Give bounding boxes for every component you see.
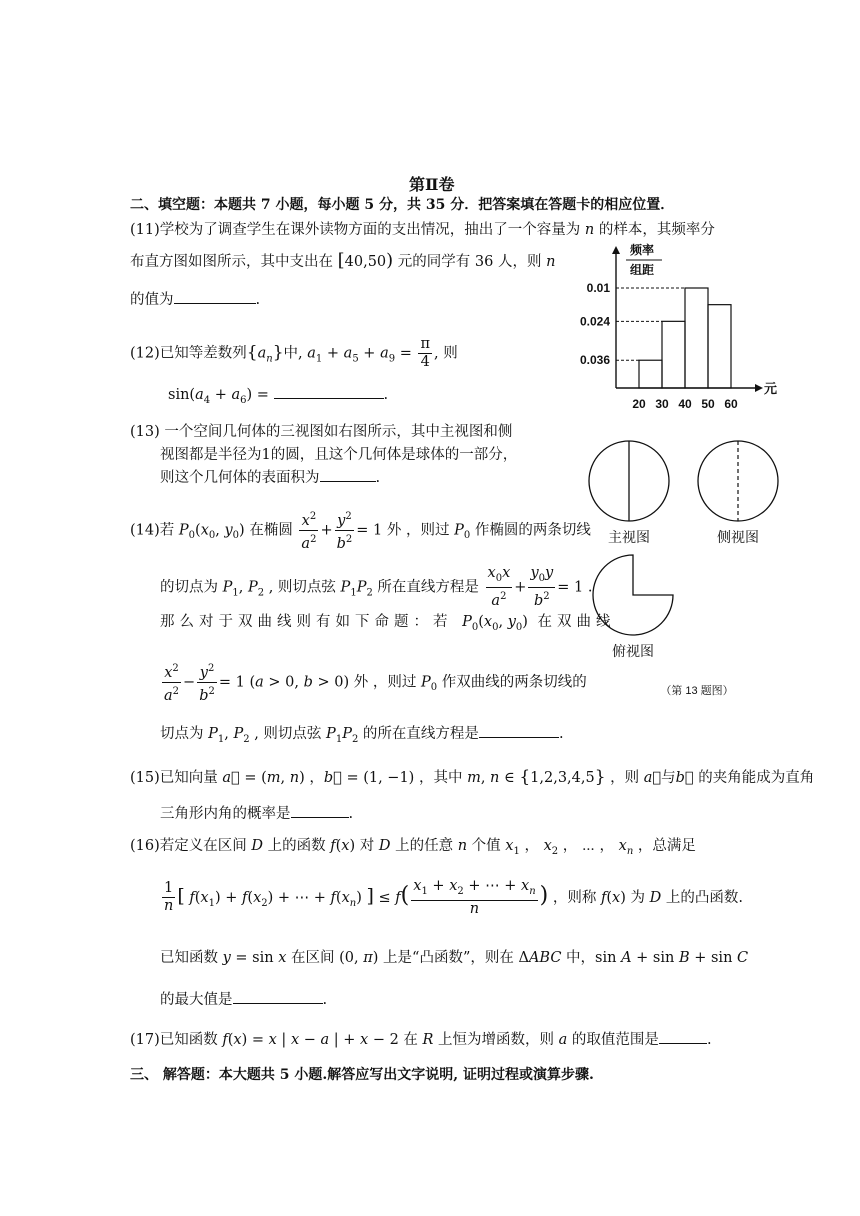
x-tick-label: 30 — [655, 397, 669, 411]
front-view-label: 主视图 — [608, 529, 650, 545]
y-axis-label-bottom: 组距 — [630, 263, 655, 277]
x-tick-label: 60 — [724, 397, 738, 411]
q14-line5: 切点为 $P_1$, $P_2$ , 则切点弦 $P_1P_2$ 的所在直线方程是 . — [160, 722, 564, 745]
three-view-figure — [585, 432, 785, 707]
y-axis-label-top: 频率 — [630, 243, 655, 257]
q16-line1: (16)若定义在区间 D 上的函数 f(x) 对 D 上的任意 n 个值 $x_1$ ， $x_2$ ， ⋯ ， $x_n$ ，总满足 — [130, 838, 696, 857]
y-tick-label: 0.036 — [579, 353, 610, 368]
q11-line3: 的值为 . — [130, 288, 260, 309]
figure-caption: （第 13 题图） — [660, 685, 734, 697]
q14-line3: 那么对于双曲线则有如下命题：若 $P_0(x_0$, $y_0$) 在双曲线 — [160, 614, 616, 633]
side-view-circle — [698, 441, 778, 521]
q14-line2: 的切点为 $P_1$, $P_2$ , 则切点弦 $P_1P_2$ 所在直线方程是 $\frac{x_0x}{a^2}$ + $\frac{y_0y}{b^2}$ = 1 . — [160, 565, 593, 609]
y-tick-label: 0.024 — [579, 314, 610, 329]
x-tick-label: 20 — [632, 397, 646, 411]
q12-line2: $\sin(a_4 + a_6)$ = . — [168, 384, 388, 406]
histogram-bar — [708, 305, 731, 388]
top-view-shape — [593, 555, 673, 635]
y-tick-label: 0.01 — [586, 281, 610, 295]
top-view-label: 俯视图 — [612, 643, 654, 659]
q16-line3: 已知函数 y = sin x 在区间 (0, π) 上是“凸函数”，则在 ΔABC 中，sin A + sin B + sin C — [160, 950, 749, 966]
histogram-bar — [639, 360, 662, 388]
q13-line3: 则这个几何体的表面积为 . — [160, 466, 380, 487]
frequency-histogram — [570, 240, 778, 415]
q16-line2: $\frac{1}{n}$ [ $f(x_1) + f(x_2)$ + ⋯ + $f(x_n)$ ] ≤ f( $\frac{x_1 + x_2 + \cdots + x_n}{n}$ ) ，则称 f(x) 为 D 上的凸函数. — [164, 878, 743, 917]
q15-line1: (15)已知向量 a⃗ = (m, n) ，b⃗ = (1, −1) ，其中 m, n ∈ {1,2,3,4,5} ，则 a⃗与b⃗ 的夹角能成为直角 — [130, 767, 815, 787]
side-view-label: 侧视图 — [717, 529, 759, 545]
q13-line1: (13) 一个空间几何体的三视图如右图所示，其中主视图和侧 — [130, 424, 513, 440]
section3-heading: 三、 解答题：本大题共 5 小题.解答应写出文字说明, 证明过程或演算步骤. — [130, 1067, 594, 1083]
x-tick-label: 40 — [678, 397, 692, 411]
section-heading: 二、填空题：本题共 7 小题，每小题 5 分，共 35 分．把答案填在答题卡的相应位置． — [130, 197, 675, 213]
section-title: 第Ⅱ卷 — [409, 175, 455, 194]
y-axis-arrow — [612, 246, 620, 254]
x-tick-label: 50 — [701, 397, 715, 411]
q14-line4: $\frac{x^2}{a^2}$ − $\frac{y^2}{b^2}$ = 1 (a > 0, b > 0) 外 ，则过 $P_0$ 作双曲线的两条切线的 — [160, 660, 587, 705]
q17-line1: (17)已知函数 f(x) = x | x − a | + x − 2 在 R 上恒为增函数，则 a 的取值范围是 . — [130, 1028, 712, 1049]
histogram-bar — [662, 321, 685, 388]
q11-line2: 布直方图如图所示，其中支出在 [40,50) 元的同学有 36 人，则 n — [130, 250, 556, 271]
histogram-bar — [685, 288, 708, 388]
q16-line4: 的最大值是 . — [160, 988, 327, 1009]
q14-line1: (14)若 $P_0(x_0$, $y_0$) 在椭圆 $\frac{x^2}{a^2}$ + $\frac{y^2}{b^2}$ = 1 外 ，则过 $P_0$ 作椭圆的两条切线 — [130, 508, 591, 553]
x-axis-arrow — [755, 384, 763, 392]
q13-line2: 视图都是半径为1的圆，且这个几何体是球体的一部分， — [160, 447, 518, 463]
x-axis-label: 元 — [764, 381, 778, 396]
q12-line1: (12)已知等差数列$\{a_n\}$中, $a_1 + a_5 + a_9$ = $\frac{\pi}{4}$ , 则 — [130, 336, 458, 370]
q15-line2: 三角形内角的概率是 . — [160, 802, 353, 823]
q11-line1: (11)学校为了调查学生在课外读物方面的支出情况，抽出了一个容量为 n 的样本，其频率分 — [130, 222, 715, 238]
